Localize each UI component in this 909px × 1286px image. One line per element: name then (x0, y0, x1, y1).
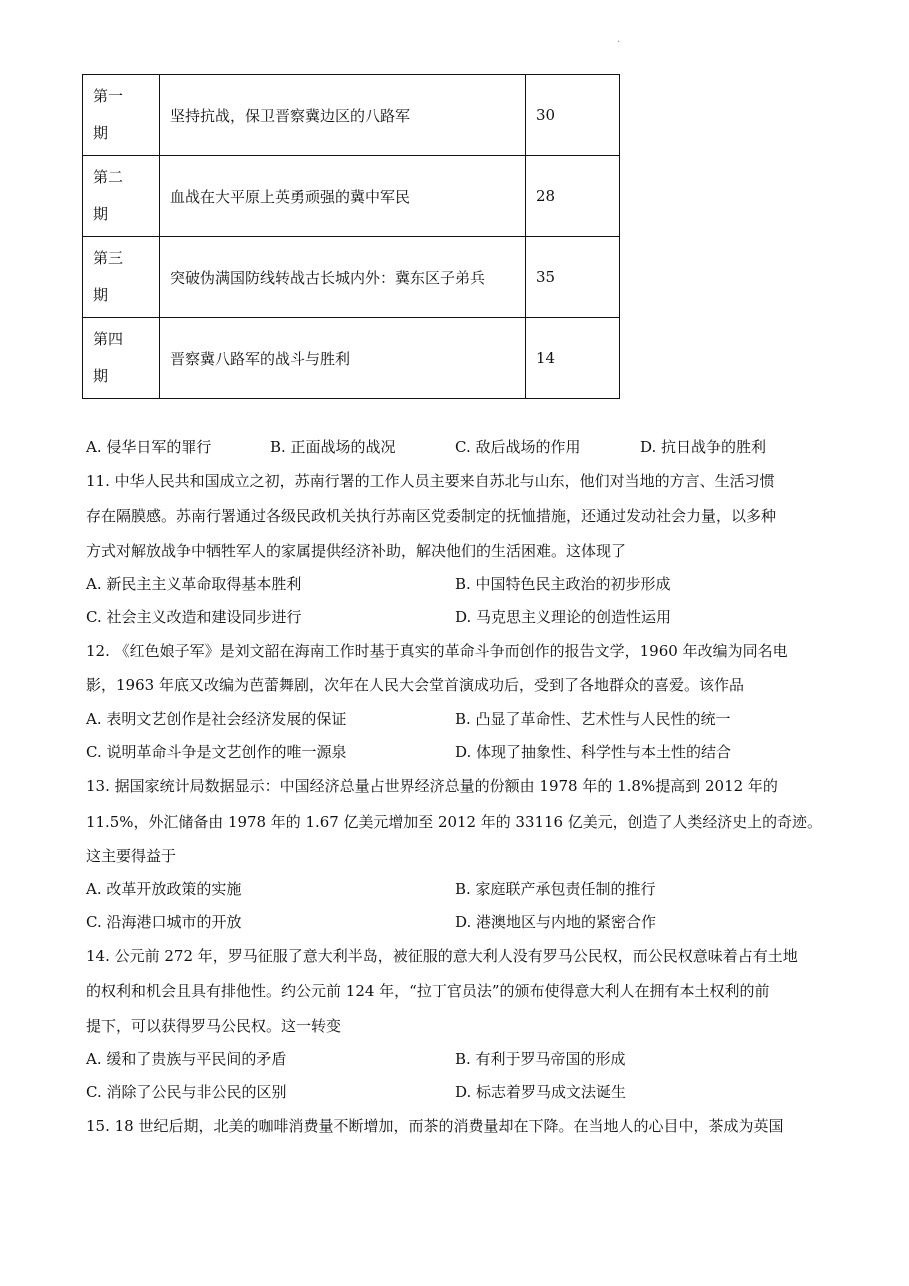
period-cell: 第三 期 (83, 237, 160, 318)
q14-option-a[interactable]: A. 缓和了贵族与平民间的矛盾 (86, 1050, 287, 1068)
q12-option-d[interactable]: D. 体现了抽象性、科学性与本土性的结合 (455, 743, 732, 761)
q11-stem-line: 存在隔膜感。苏南行署通过各级民政机关执行苏南区党委制定的抚恤措施，还通过发动社会力量，以多种 (86, 507, 777, 525)
q11-stem-line: 方式对解放战争中牺牲军人的家属提供经济补助，解决他们的生活困难。这体现了 (86, 542, 627, 560)
q11-option-b[interactable]: B. 中国特色民主政治的初步形成 (455, 575, 671, 593)
q12-option-c[interactable]: C. 说明革命斗争是文艺创作的唯一源泉 (86, 743, 347, 761)
q13-option-c[interactable]: C. 沿海港口城市的开放 (86, 913, 242, 931)
table-row (83, 75, 620, 156)
q11-stem-line: 11. 中华人民共和国成立之初，苏南行署的工作人员主要来自苏北与山东，他们对当地的方言、生活习惯 (86, 472, 775, 490)
count-cell: 30 (526, 75, 620, 156)
corner-mark: . (617, 34, 621, 45)
period-cell: 第一 期 (83, 75, 160, 156)
table-row (83, 237, 620, 318)
q13-option-d[interactable]: D. 港澳地区与内地的紧密合作 (455, 913, 657, 931)
q11-option-d[interactable]: D. 马克思主义理论的创造性运用 (455, 608, 672, 626)
q14-stem-line: 14. 公元前 272 年，罗马征服了意大利半岛，被征服的意大利人没有罗马公民权，而公民权意味着占有土地 (86, 947, 798, 965)
q12-stem-line: 影，1963 年底又改编为芭蕾舞剧，次年在人民大会堂首演成功后，受到了各地群众的喜爱。该作品 (86, 676, 744, 694)
count-cell: 35 (526, 237, 620, 318)
q11-option-a[interactable]: A. 新民主主义革命取得基本胜利 (86, 575, 302, 593)
q14-stem-line: 提下，可以获得罗马公民权。这一转变 (86, 1017, 342, 1035)
theme-cell: 血战在大平原上英勇顽强的冀中军民 (160, 156, 526, 237)
q13-option-b[interactable]: B. 家庭联产承包责任制的推行 (455, 880, 656, 898)
q10-option-c[interactable]: C. 敌后战场的作用 (455, 438, 581, 456)
count-cell: 14 (526, 318, 620, 399)
q10-option-b[interactable]: B. 正面战场的战况 (270, 438, 396, 456)
theme-cell: 突破伪满国防线转战古长城内外：冀东区子弟兵 (160, 237, 526, 318)
q15-stem-line: 15. 18 世纪后期，北美的咖啡消费量不断增加，而茶的消费量却在下降。在当地人的心目中，茶成为英国 (86, 1117, 784, 1135)
q11-option-c[interactable]: C. 社会主义改造和建设同步进行 (86, 608, 302, 626)
q13-stem-line: 这主要得益于 (86, 847, 177, 865)
q12-option-a[interactable]: A. 表明文艺创作是社会经济发展的保证 (86, 710, 347, 728)
q14-option-c[interactable]: C. 消除了公民与非公民的区别 (86, 1083, 287, 1101)
theme-cell: 坚持抗战，保卫晋察冀边区的八路军 (160, 75, 526, 156)
period-cell: 第二 期 (83, 156, 160, 237)
table-row (83, 318, 620, 399)
q13-option-a[interactable]: A. 改革开放政策的实施 (86, 880, 242, 898)
period-cell: 第四 期 (83, 318, 160, 399)
q12-option-b[interactable]: B. 凸显了革命性、艺术性与人民性的统一 (455, 710, 731, 728)
q13-stem-line: 13. 据国家统计局数据显示：中国经济总量占世界经济总量的份额由 1978 年的 1.8%提高到 2012 年的 (86, 777, 778, 795)
table-row (83, 156, 620, 237)
q10-option-d[interactable]: D. 抗日战争的胜利 (640, 438, 767, 456)
q14-option-d[interactable]: D. 标志着罗马成文法诞生 (455, 1083, 627, 1101)
q12-stem-line: 12. 《红色娘子军》是刘文韶在海南工作时基于真实的革命斗争而创作的报告文学，1960 年改编为同名电 (86, 642, 788, 660)
exhibition-periods-table (82, 74, 620, 399)
q14-option-b[interactable]: B. 有利于罗马帝国的形成 (455, 1050, 626, 1068)
count-cell: 28 (526, 156, 620, 237)
q14-stem-line: 的权利和机会且具有排他性。约公元前 124 年，“拉丁官员法”的颁布使得意大利人在拥有本土权利的前 (86, 982, 770, 1000)
theme-cell: 晋察冀八路军的战斗与胜利 (160, 318, 526, 399)
q13-stem-line: 11.5%，外汇储备由 1978 年的 1.67 亿美元增加至 2012 年的 33116 亿美元，创造了人类经济史上的奇迹。 (86, 813, 822, 831)
q10-option-a[interactable]: A. 侵华日军的罪行 (86, 438, 212, 456)
